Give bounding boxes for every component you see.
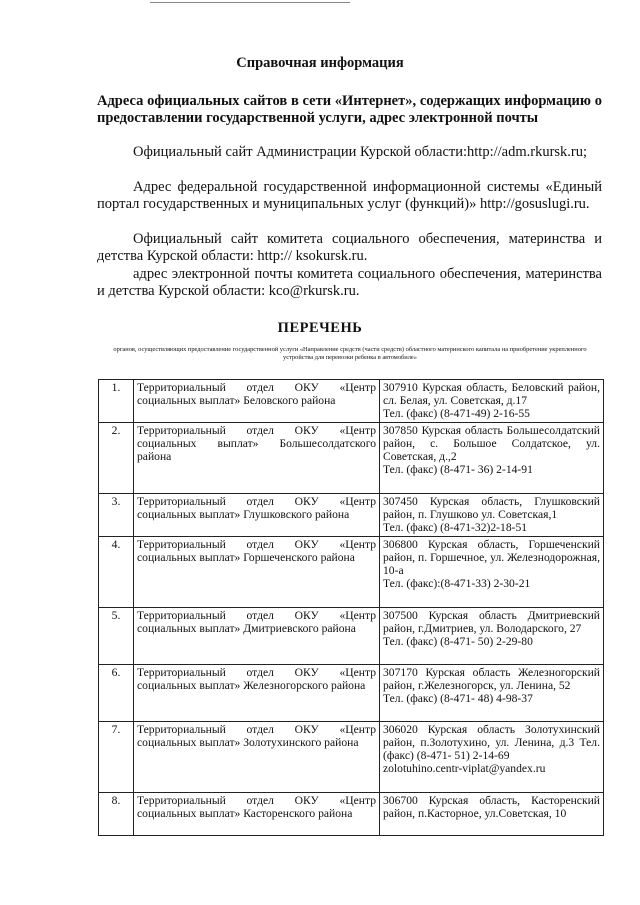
row-number: 2. — [99, 423, 134, 494]
phone-text: Тел. (факс) (8-471- 36) 2-14-91 — [383, 463, 533, 476]
table-row — [99, 608, 604, 665]
phone-text: Тел. (факс) (8-471-49) 2-16-55 — [383, 407, 530, 420]
website-gosuslugi: Адрес федеральной государственной информационной системы «Единый портал государственных и муниципальных услуг (функций)» http://gosuslugi.ru. — [97, 179, 602, 212]
address-text: 307170 Курская область Железногорский район, г.Железногорск, ул. Ленина, 52 — [383, 666, 600, 692]
row-organization: Территориальный отдел ОКУ «Центр социальных выплат» Золотухинского района — [134, 722, 380, 793]
address-text: 306700 Курская область, Касторенский район, п.Касторное, ул.Советская, 10 — [383, 794, 600, 820]
row-address — [380, 380, 604, 423]
row-number: 4. — [99, 537, 134, 608]
row-address — [380, 665, 604, 722]
row-number: 7. — [99, 722, 134, 793]
committee-email: адрес электронной почты комитета социального обеспечения, материнства и детства Курской области: kco@rkursk.ru. — [97, 266, 602, 299]
table-row — [99, 494, 604, 537]
websites-heading: Адреса официальных сайтов в сети «Интернет», содержащих информацию о предоставлении государственной услуги, адрес электронной почты — [97, 93, 602, 126]
address-text: 306020 Курская область Золотухинский район, п.Золотухино, ул. Ленина, д.3 Тел. (факс) (8-471- 51) 2-14-69 — [383, 723, 600, 762]
row-number: 8. — [99, 793, 134, 836]
row-address — [380, 793, 604, 836]
phone-text: Тел. (факс) (8-471- 48) 4-98-37 — [383, 692, 533, 705]
table-row — [99, 423, 604, 494]
website-admin: Официальный сайт Администрации Курской области:http://adm.rkursk.ru; — [133, 144, 588, 160]
page-title: Справочная информация — [236, 55, 404, 71]
website-committee: Официальный сайт комитета социального обеспечения, материнства и детства Курской области: http:// ksokursk.ru. — [97, 231, 602, 264]
row-address — [380, 608, 604, 665]
table-row — [99, 793, 604, 836]
table-row — [99, 380, 604, 423]
row-organization: Территориальный отдел ОКУ «Центр социальных выплат» Глушковского района — [134, 494, 380, 537]
row-number: 3. — [99, 494, 134, 537]
row-address — [380, 494, 604, 537]
row-organization: Территориальный отдел ОКУ «Центр социальных выплат» Дмитриевского района — [134, 608, 380, 665]
row-number: 1. — [99, 380, 134, 423]
email-text: zolotuhino.centr-viplat@yandex.ru — [383, 762, 546, 775]
phone-text: Тел. (факс) (8-471-32)2-18-51 — [383, 521, 528, 534]
row-organization: Территориальный отдел ОКУ «Центр социальных выплат» Большесолдатского района — [134, 423, 380, 494]
list-subtitle: органов, осуществляющих предоставление государственной услуги «Направление средств (части средств) областного материнского капитала на приобретение укрепленного устройства для перевозки ребенка в автомобиле» — [113, 346, 587, 361]
row-organization: Территориальный отдел ОКУ «Центр социальных выплат» Беловского района — [134, 380, 380, 423]
row-address — [380, 537, 604, 608]
top-edge-line — [150, 2, 350, 3]
table-row — [99, 665, 604, 722]
row-organization: Территориальный отдел ОКУ «Центр социальных выплат» Горшеченского района — [134, 537, 380, 608]
row-number: 6. — [99, 665, 134, 722]
row-address — [380, 423, 604, 494]
address-text: 307450 Курская область, Глушковский район, п. Глушково ул. Советская,1 — [383, 495, 600, 521]
row-number: 5. — [99, 608, 134, 665]
row-organization: Территориальный отдел ОКУ «Центр социальных выплат» Железногорского района — [134, 665, 380, 722]
row-address — [380, 722, 604, 793]
table-row — [99, 537, 604, 608]
table-row — [99, 722, 604, 793]
list-title: ПЕРЕЧЕНЬ — [277, 320, 363, 336]
address-text: 307850 Курская область Большесолдатский район, с. Большое Солдатское, ул. Советская, д.,2 — [383, 424, 600, 463]
address-text: 307500 Курская область Дмитриевский район, г.Дмитриев, ул. Володарского, 27 — [383, 609, 600, 635]
address-text: 306800 Курская область, Горшеченский район, п. Горшечное, ул. Железнодорожная, 10-а — [383, 538, 600, 577]
address-text: 307910 Курская область, Беловский район, сл. Белая, ул. Советская, д.17 — [383, 381, 600, 407]
authorities-table — [98, 379, 604, 836]
row-organization: Территориальный отдел ОКУ «Центр социальных выплат» Касторенского района — [134, 793, 380, 836]
phone-text: Тел. (факс):(8-471-33) 2-30-21 — [383, 577, 531, 590]
phone-text: Тел. (факс) (8-471- 50) 2-29-80 — [383, 635, 533, 648]
